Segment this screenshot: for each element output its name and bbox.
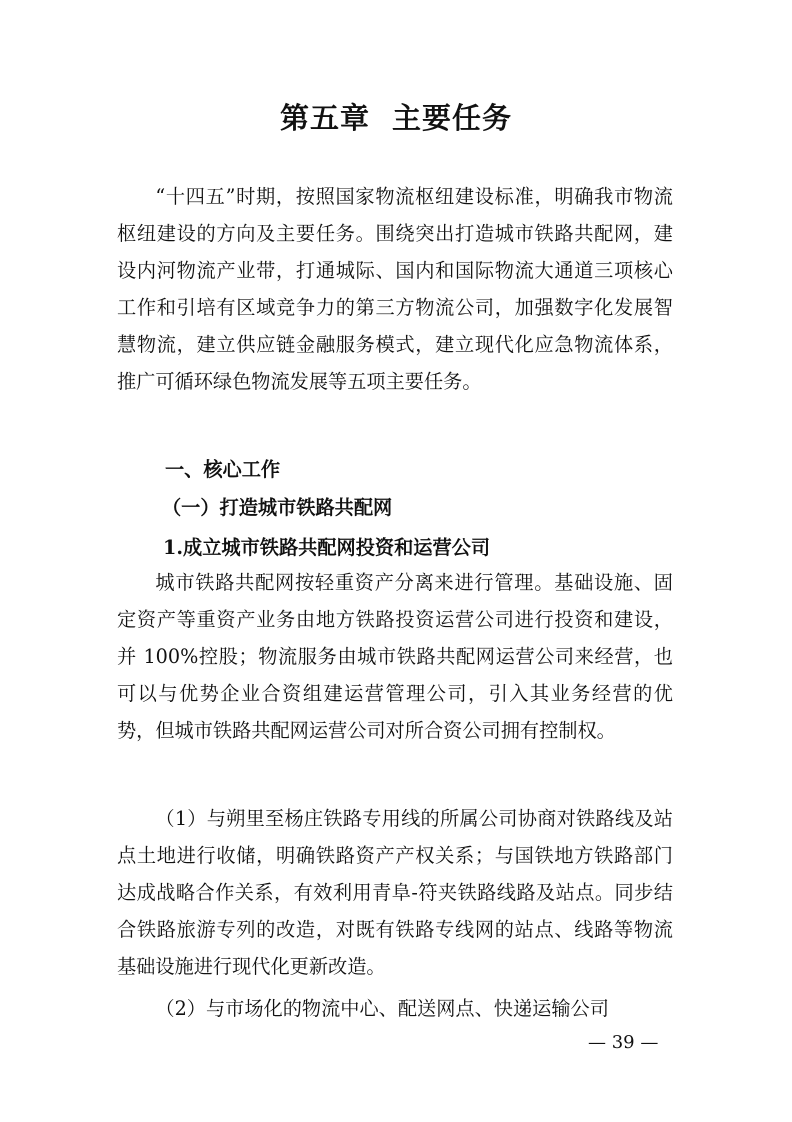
section-heading: 一、核心工作 <box>165 458 281 481</box>
subsection-heading: （一）打造城市铁路共配网 <box>162 496 393 519</box>
chapter-title <box>0 96 792 137</box>
chapter-name: 主要任务 <box>392 101 513 135</box>
item-heading: 1.成立城市铁路共配网投资和运营公司 <box>163 536 491 559</box>
paragraph-1: 城市铁路共配网按轻重资产分离来进行管理。基础设施、固定资产等重资产业务由地方铁路投资运营公司进行投资和建设，并 100%控股；物流服务由城市铁路共配网运营公司来经营，也可以与优势企业合资组建运营管理公司，引入其业务经营的优势，但城市铁路共配网运营公司对所合资公司拥有控制权。 <box>117 571 673 742</box>
page-number: — 39 — <box>588 1032 659 1053</box>
paragraph-3: （2）与市场化的物流中心、配送网点、快递运输公司 <box>155 997 609 1020</box>
intro-paragraph: “十四五”时期，按照国家物流枢纽建设标准，明确我市物流枢纽建设的方向及主要任务。围绕突出打造城市铁路共配网，建设内河物流产业带，打通城际、国内和国际物流大通道三项核心工作和引培有区域竞争力的第三方物流公司，加强数字化发展智慧物流，建立供应链金融服务模式，建立现代化应急物流体系，推广可循环绿色物流发展等五项主要任务。 <box>117 185 673 393</box>
paragraph-2: （1）与朔里至杨庄铁路专用线的所属公司协商对铁路线及站点土地进行收储，明确铁路资产产权关系；与国铁地方铁路部门达成战略合作关系，有效利用青阜-符夹铁路线路及站点。同步结合铁路旅游专列的改造，对既有铁路专线网的站点、线路等物流基础设施进行现代化更新改造。 <box>117 807 673 978</box>
chapter-number: 第五章 <box>279 101 370 135</box>
